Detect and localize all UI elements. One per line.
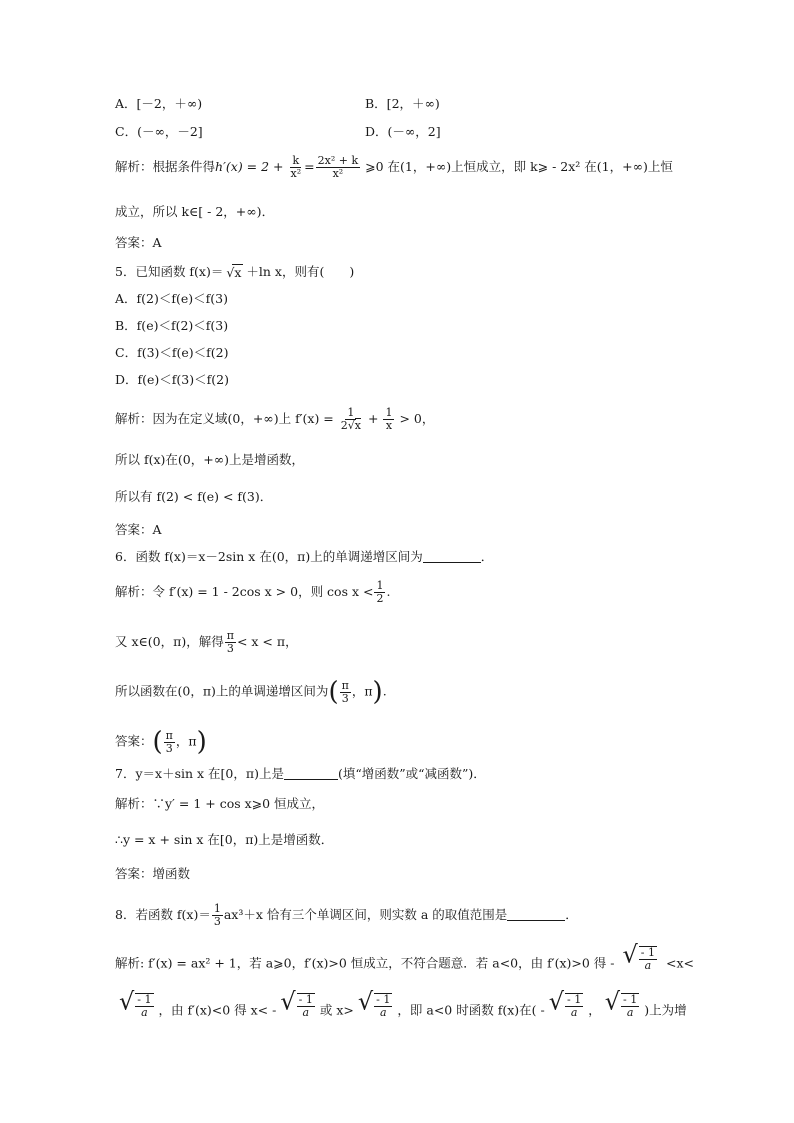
q8-solution-line1: 解析: f′(x) = ax² + 1，若 a⩾0，f′(x)>0 恒成立，不符合题意．若 a<0，由 f′(x)>0 得 - √ $\frac{- 1}{a}$ <x<	[115, 946, 694, 982]
q5-option-c: C．f(3)＜f(e)＜f(2)	[115, 345, 229, 360]
answer-blank	[507, 907, 565, 921]
q5-answer: 答案：A	[115, 522, 162, 537]
sqrt-symbol: √ $\frac{- 1}{a}$	[622, 940, 655, 972]
q5-option-b: B．f(e)＜f(2)＜f(3)	[115, 318, 229, 333]
q5-solution-line2: 所以 f(x)在(0，+∞)上是增函数，	[115, 452, 304, 467]
q5-stem: 5．已知函数 f(x)＝ √x ＋ln x，则有( )	[115, 264, 355, 280]
q4-answer: 答案：A	[115, 235, 162, 250]
q5-option-a: A．f(2)＜f(e)＜f(3)	[115, 291, 228, 306]
q7-solution-line2: ∴y = x + sin x 在[0，π)上是增函数．	[115, 832, 334, 847]
option-c: C．(－∞，－2]	[115, 124, 203, 139]
fraction: $\frac{k}{\text{x²}}$	[290, 154, 302, 180]
option-d: D．(－∞，2]	[365, 124, 441, 139]
q6-stem: 6．函数 f(x)＝x－2sin x 在(0，π)上的单调递增区间为 ．	[115, 549, 494, 564]
sqrt-symbol: √ $\frac{- 1}{a}$	[357, 987, 391, 1019]
q7-solution-line1: 解析：∵y′ = 1 + cos x⩾0 恒成立，	[115, 796, 325, 811]
fraction: $\frac{\pi}{3}$	[341, 678, 349, 705]
q7-answer: 答案：增函数	[115, 866, 191, 881]
q6-solution-line1: 解析：令 f′(x) = 1 - 2cos x > 0，则 cos x < $\frac{1}{2}$ .	[115, 579, 391, 605]
option-b: B．[2，＋∞)	[365, 96, 440, 111]
sqrt-symbol: √ $\frac{- 1}{a}$	[280, 987, 313, 1019]
q6-solution-line3: 所以函数在(0，π)上的单调递增区间为( $\frac{\pi}{3}$ ，π).	[115, 677, 387, 707]
q7-stem: 7．y＝x＋sin x 在[0，π)上是 (填“增函数”或“减函数”)．	[115, 766, 486, 781]
fraction: $\frac{1}{x}$	[385, 406, 393, 432]
fraction: $\frac{1}{2√x}$	[340, 406, 361, 432]
q5-solution-line3: 所以有 f(2) < f(e) < f(3)．	[115, 489, 273, 504]
q8-solution-line2: √ $\frac{- 1}{a}$ ，由 f′(x)<0 得 x< - √ $\frac{- 1}{a}$ 或 x> √ $\frac{- 1}{a}$ ，即 a<0 时函数 f(x)在( - √ $\frac{- 1}{a}$ ， √ $\frac{- 1}{a}$ )上为增	[115, 993, 687, 1029]
option-a: A．[－2，＋∞)	[115, 96, 203, 111]
fraction: $\frac{\text{2x² + k}}{\text{x²}}$	[317, 154, 359, 180]
sqrt-symbol: √ $\frac{- 1}{a}$	[548, 987, 582, 1019]
q5-option-d: D．f(e)＜f(3)＜f(2)	[115, 372, 229, 387]
q6-solution-line2: 又 x∈(0，π)，解得 $\frac{\pi}{3}$ < x < π，	[115, 629, 298, 655]
fraction: $\frac{\pi}{3}$	[165, 728, 173, 755]
q8-stem: 8．若函数 f(x)＝ $\frac{1}{3}$ ax³＋x 恰有三个单调区间，则实数 a 的取值范围是 ．	[115, 902, 578, 928]
sqrt-symbol: √x	[226, 265, 242, 280]
q5-solution-line1: 解析：因为在定义域(0，+∞)上 f′(x) = $\frac{1}{2√x}$ + $\frac{1}{x}$ > 0，	[115, 406, 435, 432]
q4-solution-line1: 解析：根据条件得h′(x) = 2 + $\frac{k}{\text{x²}}$ = $\frac{\text{2x² + k}}{\text{x²}}$ ⩾0 在(1，+∞)上恒成立，即 k⩾ - 2x² 在(1，+∞)上恒	[115, 154, 673, 180]
q4-solution-line2: 成立，所以 k∈[ - 2，+∞)．	[115, 204, 275, 219]
sqrt-symbol: √ $\frac{- 1}{a}$	[604, 987, 638, 1019]
fraction: $\frac{\pi}{3}$	[226, 629, 234, 655]
fraction: $\frac{1}{3}$	[213, 902, 221, 928]
sqrt-symbol: √ $\frac{- 1}{a}$	[119, 987, 152, 1019]
q6-answer: 答案：( $\frac{\pi}{3}$ ，π)	[115, 727, 207, 757]
answer-blank	[423, 549, 481, 563]
fraction: $\frac{1}{2}$	[376, 579, 384, 605]
answer-blank	[284, 766, 338, 780]
